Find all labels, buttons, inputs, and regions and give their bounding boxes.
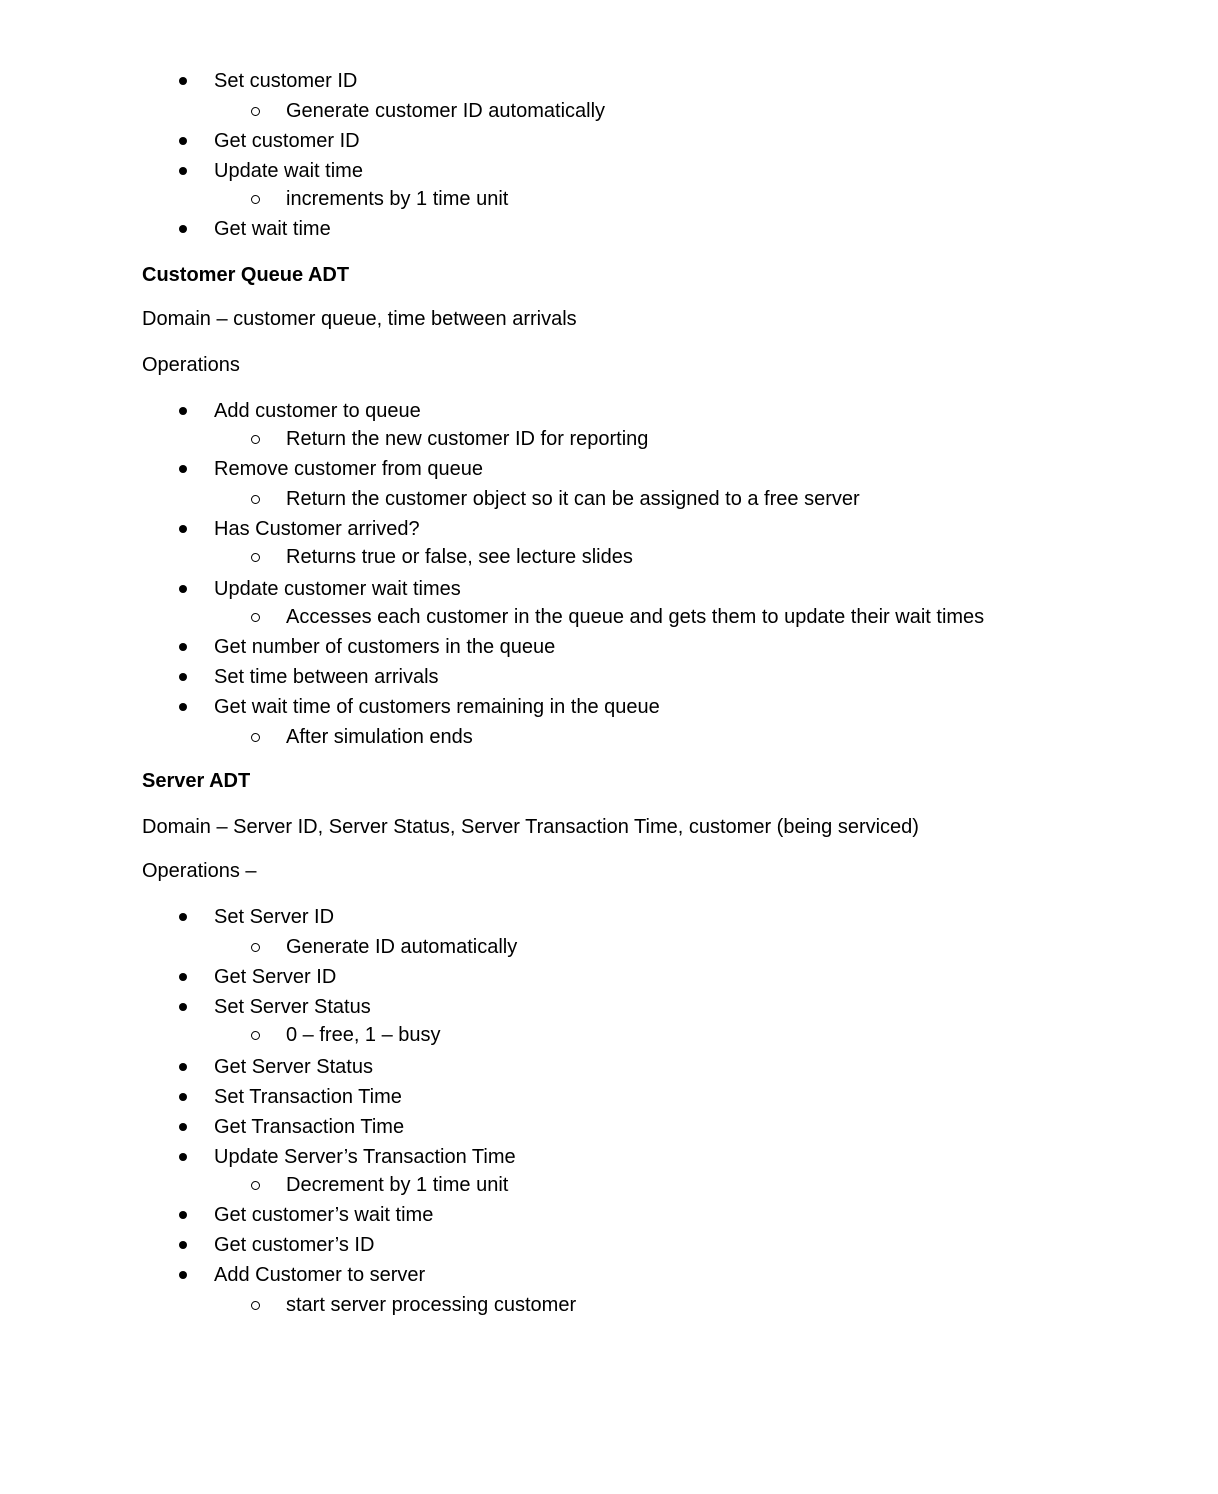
bullet-icon (179, 1093, 187, 1101)
bullet-icon (179, 137, 187, 145)
list-item: Get customer’s wait time (214, 1204, 434, 1226)
sub-bullet-icon (251, 1181, 260, 1190)
bullet-icon (179, 77, 187, 85)
domain-text: Domain – customer queue, time between arrivals (142, 308, 577, 330)
operations-label: Operations (142, 354, 240, 376)
sub-bullet-icon (251, 1031, 260, 1040)
list-item: Get wait time of customers remaining in the queue (214, 696, 660, 718)
sub-list-item: increments by 1 time unit (286, 188, 509, 210)
bullet-icon (179, 585, 187, 593)
sub-list-item: Return the new customer ID for reporting (286, 428, 649, 450)
section-heading: Server ADT (142, 770, 251, 792)
operations-label: Operations – (142, 860, 257, 882)
list-item: Set Server ID (214, 906, 335, 928)
list-item: Get wait time (214, 218, 331, 240)
list-item: Update wait time (214, 160, 363, 182)
bullet-icon (179, 973, 187, 981)
sub-list-item: Return the customer object so it can be assigned to a free server (286, 488, 860, 510)
sub-list-item: Returns true or false, see lecture slides (286, 546, 633, 568)
sub-bullet-icon (251, 195, 260, 204)
section-heading: Customer Queue ADT (142, 264, 350, 286)
list-item: Get Server Status (214, 1056, 373, 1078)
list-item: Has Customer arrived? (214, 518, 420, 540)
sub-bullet-icon (251, 613, 260, 622)
bullet-icon (179, 1153, 187, 1161)
sub-list-item: Generate customer ID automatically (286, 100, 606, 122)
bullet-icon (179, 913, 187, 921)
domain-text: Domain – Server ID, Server Status, Server Transaction Time, customer (being serviced) (142, 816, 919, 838)
bullet-icon (179, 1271, 187, 1279)
sub-list-item: Generate ID automatically (286, 936, 518, 958)
sub-bullet-icon (251, 553, 260, 562)
sub-list-item: start server processing customer (286, 1294, 577, 1316)
bullet-icon (179, 1003, 187, 1011)
bullet-icon (179, 1123, 187, 1131)
list-item: Get customer ID (214, 130, 360, 152)
list-item: Set Transaction Time (214, 1086, 402, 1108)
sub-bullet-icon (251, 495, 260, 504)
bullet-icon (179, 525, 187, 533)
bullet-icon (179, 465, 187, 473)
list-item: Set customer ID (214, 70, 358, 92)
list-item: Set time between arrivals (214, 666, 439, 688)
sub-list-item: Decrement by 1 time unit (286, 1174, 509, 1196)
sub-bullet-icon (251, 435, 260, 444)
bullet-icon (179, 407, 187, 415)
bullet-icon (179, 643, 187, 651)
sub-bullet-icon (251, 733, 260, 742)
bullet-icon (179, 167, 187, 175)
bullet-icon (179, 1211, 187, 1219)
list-item: Update Server’s Transaction Time (214, 1146, 516, 1168)
sub-list-item: After simulation ends (286, 726, 473, 748)
sub-bullet-icon (251, 1301, 260, 1310)
sub-list-item: Accesses each customer in the queue and gets them to update their wait times (286, 606, 985, 628)
list-item: Get Server ID (214, 966, 337, 988)
bullet-icon (179, 703, 187, 711)
sub-bullet-icon (251, 107, 260, 116)
list-item: Add Customer to server (214, 1264, 426, 1286)
sub-list-item: 0 – free, 1 – busy (286, 1024, 441, 1046)
list-item: Get Transaction Time (214, 1116, 405, 1138)
bullet-icon (179, 1063, 187, 1071)
list-item: Set Server Status (214, 996, 371, 1018)
list-item: Update customer wait times (214, 578, 461, 600)
bullet-icon (179, 225, 187, 233)
list-item: Get customer’s ID (214, 1234, 375, 1256)
sub-bullet-icon (251, 943, 260, 952)
list-item: Add customer to queue (214, 400, 421, 422)
list-item: Get number of customers in the queue (214, 636, 556, 658)
list-item: Remove customer from queue (214, 458, 484, 480)
bullet-icon (179, 673, 187, 681)
bullet-icon (179, 1241, 187, 1249)
